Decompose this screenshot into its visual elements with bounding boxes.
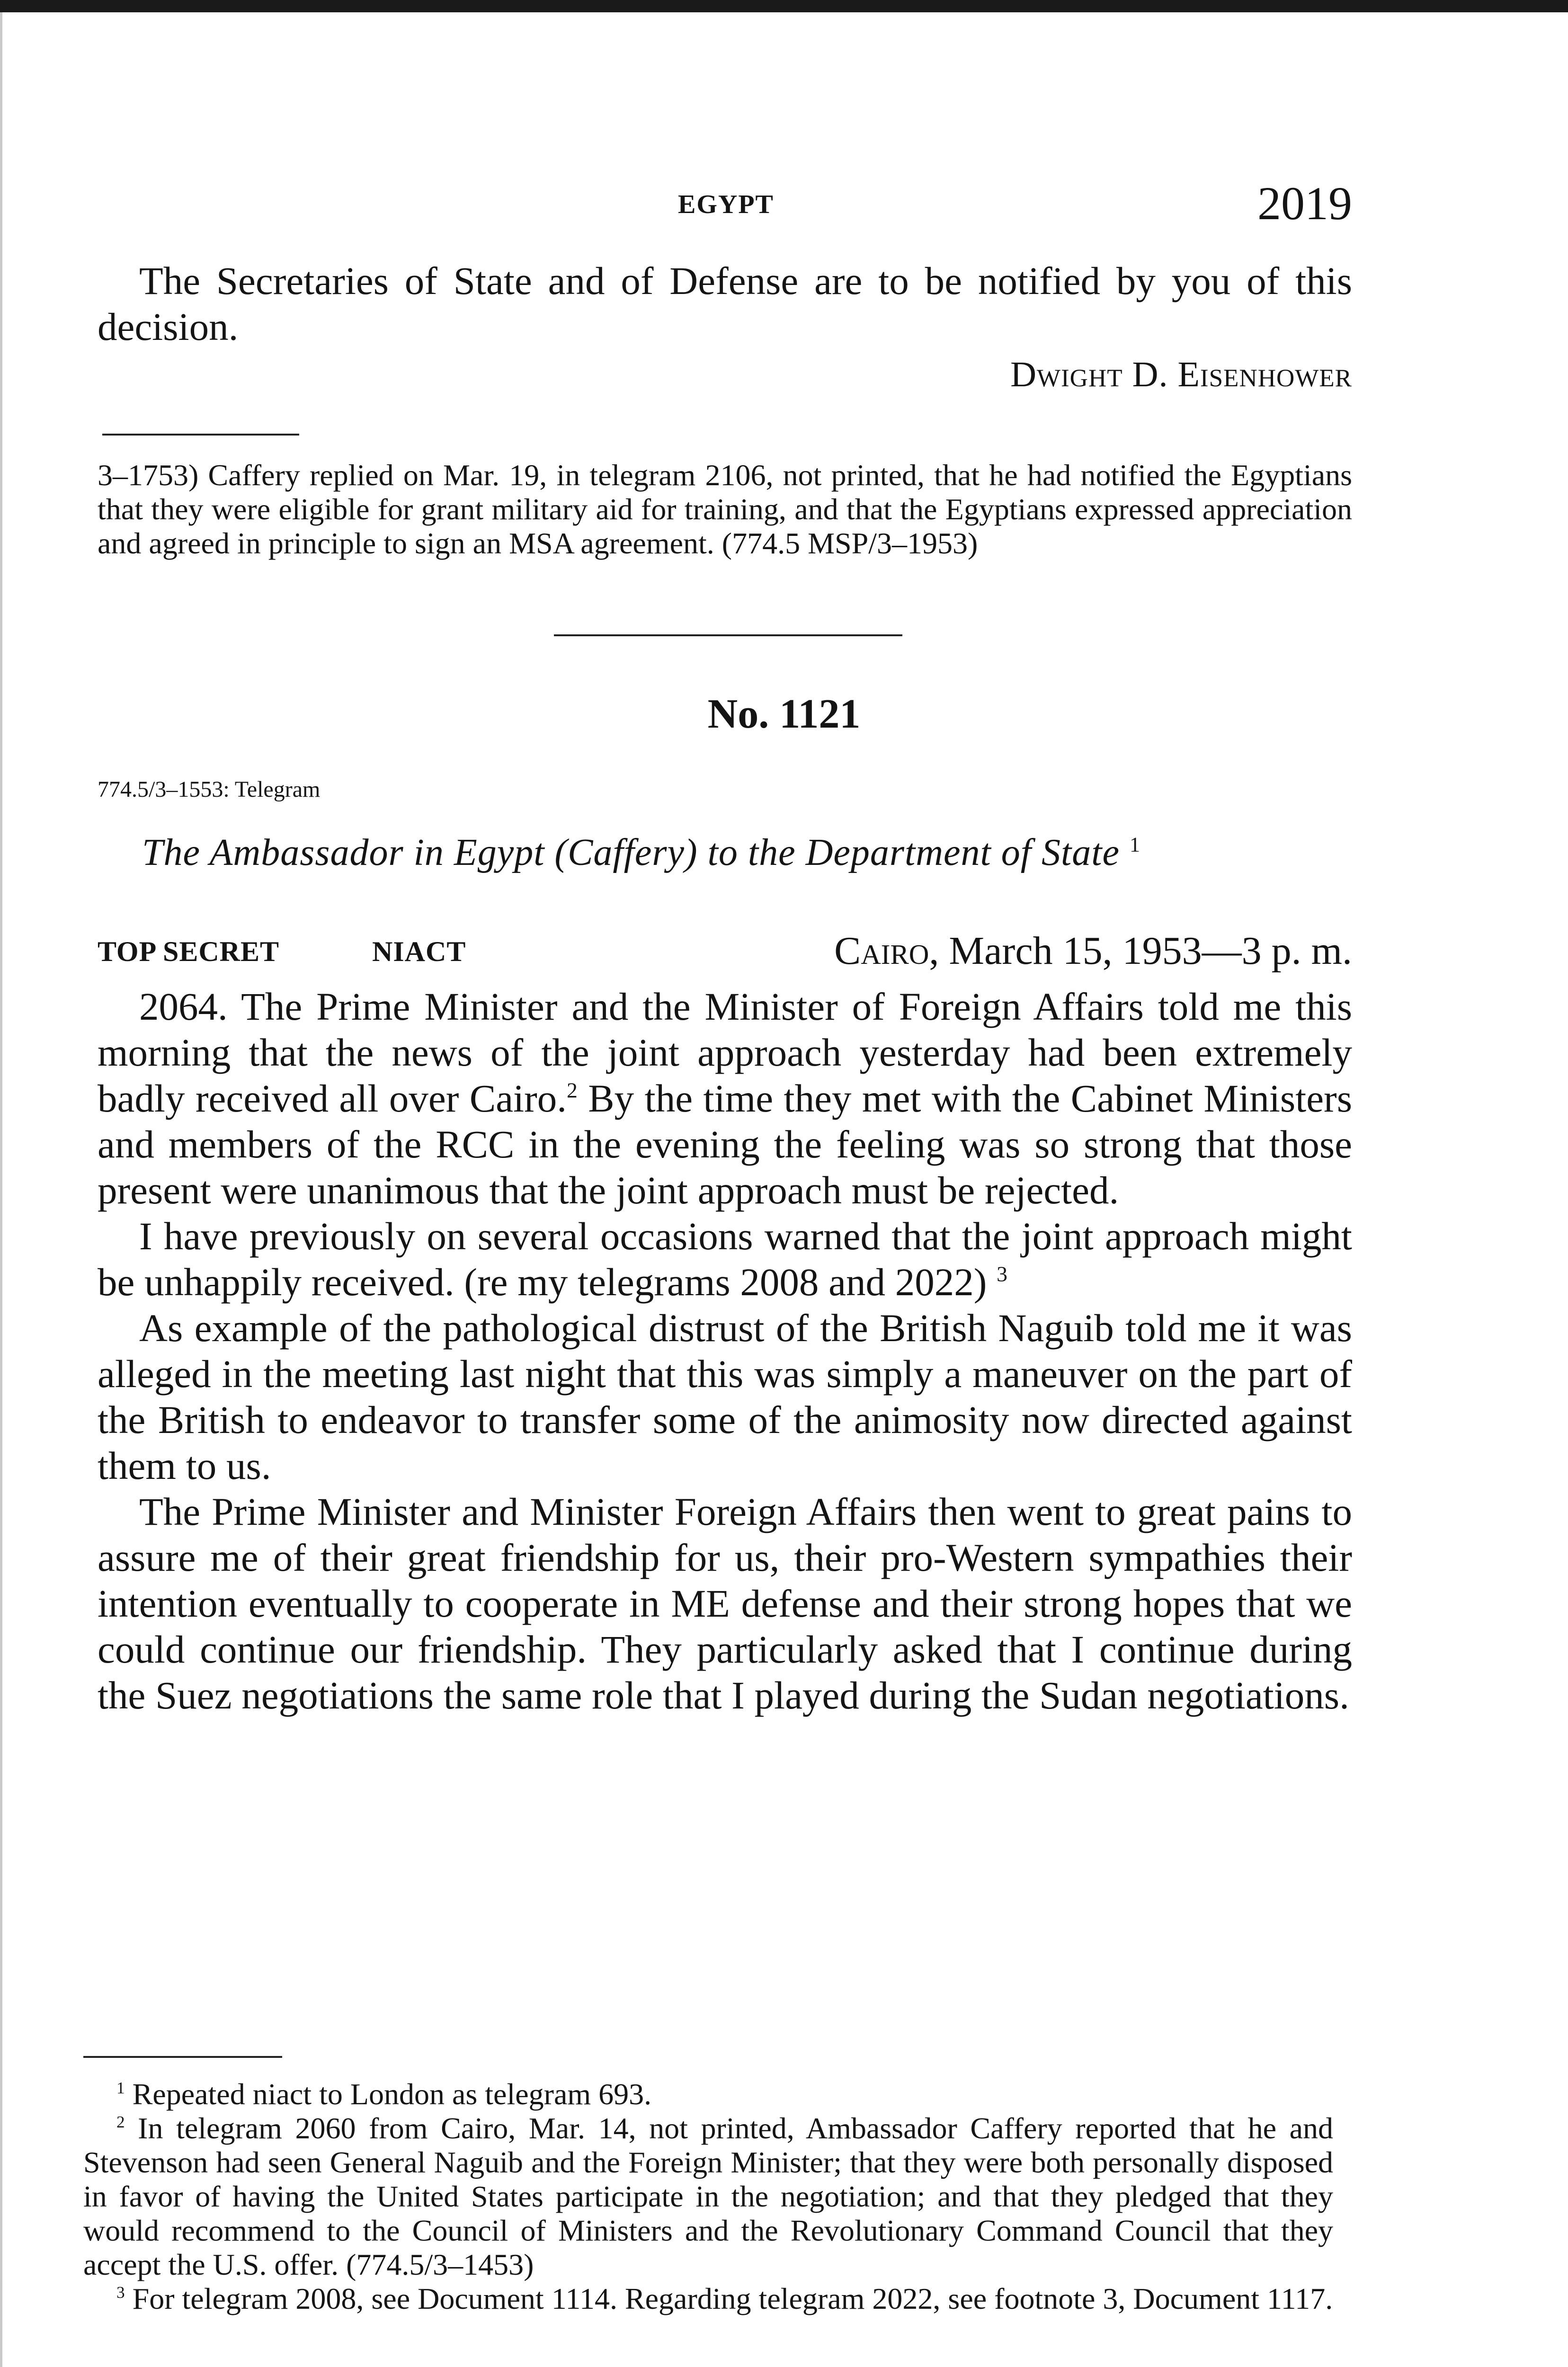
body-paragraph-1: 2064. The Prime Minister and the Minister of Foreign Affairs told me this morning that the news of the joint approach yesterday had been extremely badly received all over Cairo.$^2$ By the time they met with the Cabinet Ministers and members of the RCC in the evening the feeling was so strong that those present were unanimous that the joint approach must be rejected. (98, 985, 1352, 1212)
document-number: No. 1121 (707, 691, 861, 737)
scan-top-border (0, 0, 1568, 12)
continuation-paragraph (98, 258, 1352, 350)
continuation-text: The Secretaries of State and of Defense are to be notified by you of this decision. (98, 259, 1352, 348)
classification-top-secret: TOP SECRET (98, 936, 280, 967)
running-head: EGYPT (678, 190, 774, 219)
page-number: 2019 (1257, 177, 1352, 230)
dateline-date: March 15, 1953—3 p. m. (939, 929, 1352, 973)
footnote-rule-top (102, 434, 299, 436)
document-separator (554, 634, 902, 636)
previous-footnote-text: 3–1753) Caffery replied on Mar. 19, in telegram 2106, not printed, that he had notified the Egyptians that they were eligible for grant military aid for training, and that the Egyptians expressed appreciation and agreed in principle to sign an MSA agreement. (774.5 MSP/3–1953) (98, 458, 1352, 560)
footnote-ref-2: 2 (566, 1078, 578, 1103)
footnotes (83, 2077, 1333, 2316)
signature: Dwight D. Eisenhower (1010, 355, 1352, 394)
body-paragraph-4: The Prime Minister and Minister Foreign Affairs then went to great pains to assure me of their great friendship for us, their pro-Western sympathies their intention eventually to cooperate in ME defense and their strong hopes that we could continue our friendship. They particularly asked that I continue during the Suez negotiations the same role that I played during the Sudan negotiations. (98, 1490, 1352, 1717)
footnote-3: $^3$ For telegram 2008, see Document 1114. Regarding telegram 2022, see footnote 3, Document 1117. (116, 2282, 1333, 2315)
previous-footnote (98, 458, 1352, 561)
heading-text: The Ambassador in Egypt (Caffery) to the Department of State (142, 832, 1120, 873)
footnote-2: $^2$ In telegram 2060 from Cairo, Mar. 14, not printed, Ambassador Caffery reported that he and Stevenson had seen General Naguib and the Foreign Minister; that they were both personally disposed in favor of having the United States participate in the negotiation; and that they pledged that they would recommend to the Council of Ministers and the Revolutionary Command Council that they accept the U.S. offer. (774.5/3–1453) (83, 2111, 1333, 2281)
body-paragraph-2: I have previously on several occasions warned that the joint approach might be unhappily received. (re my telegrams 2008 and 2022) $^3$ (98, 1214, 1352, 1304)
scan-left-edge (0, 12, 2, 2367)
telegram-body (98, 984, 1352, 1718)
footnote-rule-bottom (83, 2056, 282, 2058)
classification-niact: NIACT (372, 936, 466, 967)
body-paragraph-3: As example of the pathological distrust of the British Naguib told me it was alleged in the meeting last night that this was simply a maneuver on the part of the British to endeavor to transfer some of the animosity now directed against them to us. (98, 1306, 1352, 1487)
footnote-ref-3: 3 (997, 1262, 1007, 1286)
heading-footnote-mark: 1 (1129, 833, 1140, 856)
dateline (834, 928, 1352, 974)
file-reference: 774.5/3–1553: Telegram (98, 777, 321, 802)
document-heading (142, 831, 1140, 874)
dateline-city: Cairo, (834, 929, 939, 973)
footnote-1: $^1$ Repeated niact to London as telegram 693. (116, 2077, 652, 2111)
